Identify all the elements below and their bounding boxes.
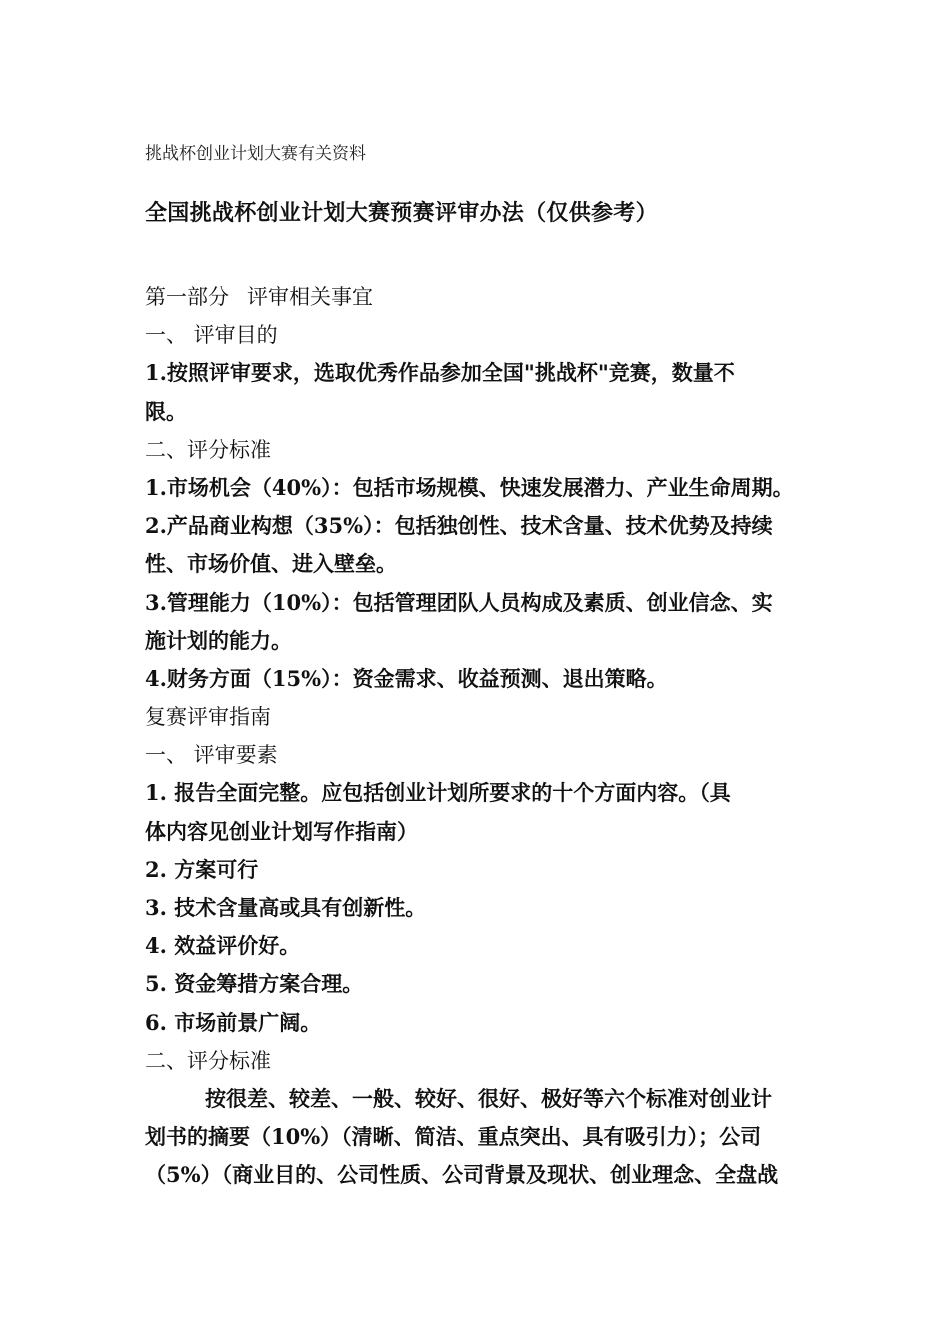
element-report-complete: 1. 报告全面完整。应包括创业计划所要求的十个方面内容。（具 <box>145 780 731 806</box>
final-review-title: 复赛评审指南 <box>145 705 271 730</box>
criterion-market-opportunity: 1.市场机会（40%）：包括市场规模、快速发展潜力、产业生命周期。 <box>145 474 794 500</box>
element-report-complete-cont: 体内容见创业计划写作指南） <box>145 818 418 844</box>
element-feasible-plan: 2. 方案可行 <box>145 856 259 882</box>
criterion-management: 3.管理能力（10%）：包括管理团队人员构成及素质、创业信念、实 <box>145 589 773 615</box>
criterion-finance: 4.财务方面（15%）：资金需求、收益预测、退出策略。 <box>145 665 668 691</box>
criterion-management-cont: 施计划的能力。 <box>145 627 292 653</box>
review-elements-heading: 一、 评审要素 <box>145 743 278 768</box>
scoring-criteria-heading: 二、评分标准 <box>145 437 271 462</box>
scoring-paragraph-line: （5%）（商业目的、公司性质、公司背景及现状、创业理念、全盘战 <box>145 1162 779 1188</box>
element-funding: 5. 资金筹措方案合理。 <box>145 971 364 997</box>
header-label: 挑战杯创业计划大赛有关资料 <box>145 144 366 164</box>
criterion-product-concept: 2.产品商业构想（35%）：包括独创性、技术含量、技术优势及持续 <box>145 513 773 539</box>
element-benefit: 4. 效益评价好。 <box>145 933 301 959</box>
document-body <box>145 278 817 1195</box>
scoring-paragraph-line: 划书的摘要（10%）（清晰、简洁、重点突出、具有吸引力）；公司 <box>145 1124 762 1150</box>
review-purpose-text-line: 限。 <box>145 398 187 424</box>
criterion-product-concept-cont: 性、市场价值、进入壁垒。 <box>145 551 397 577</box>
part-one-title <box>145 278 817 316</box>
scoring-paragraph-line: 按很差、较差、一般、较好、很好、极好等六个标准对创业计 <box>205 1085 772 1111</box>
part-one-label: 第一部分 <box>145 285 229 309</box>
final-scoring-heading: 二、评分标准 <box>145 1048 271 1073</box>
part-one-subject: 评审相关事宜 <box>247 285 373 309</box>
document-title: 全国挑战杯创业计划大赛预赛评审办法（仅供参考） <box>145 200 658 226</box>
review-purpose-heading: 一、 评审目的 <box>145 323 278 348</box>
element-market-prospect: 6. 市场前景广阔。 <box>145 1009 322 1035</box>
element-technology: 3. 技术含量高或具有创新性。 <box>145 895 427 920</box>
review-purpose-text-line: 1.按照评审要求，选取优秀作品参加全国"挑战杯"竞赛，数量不 <box>145 360 735 386</box>
